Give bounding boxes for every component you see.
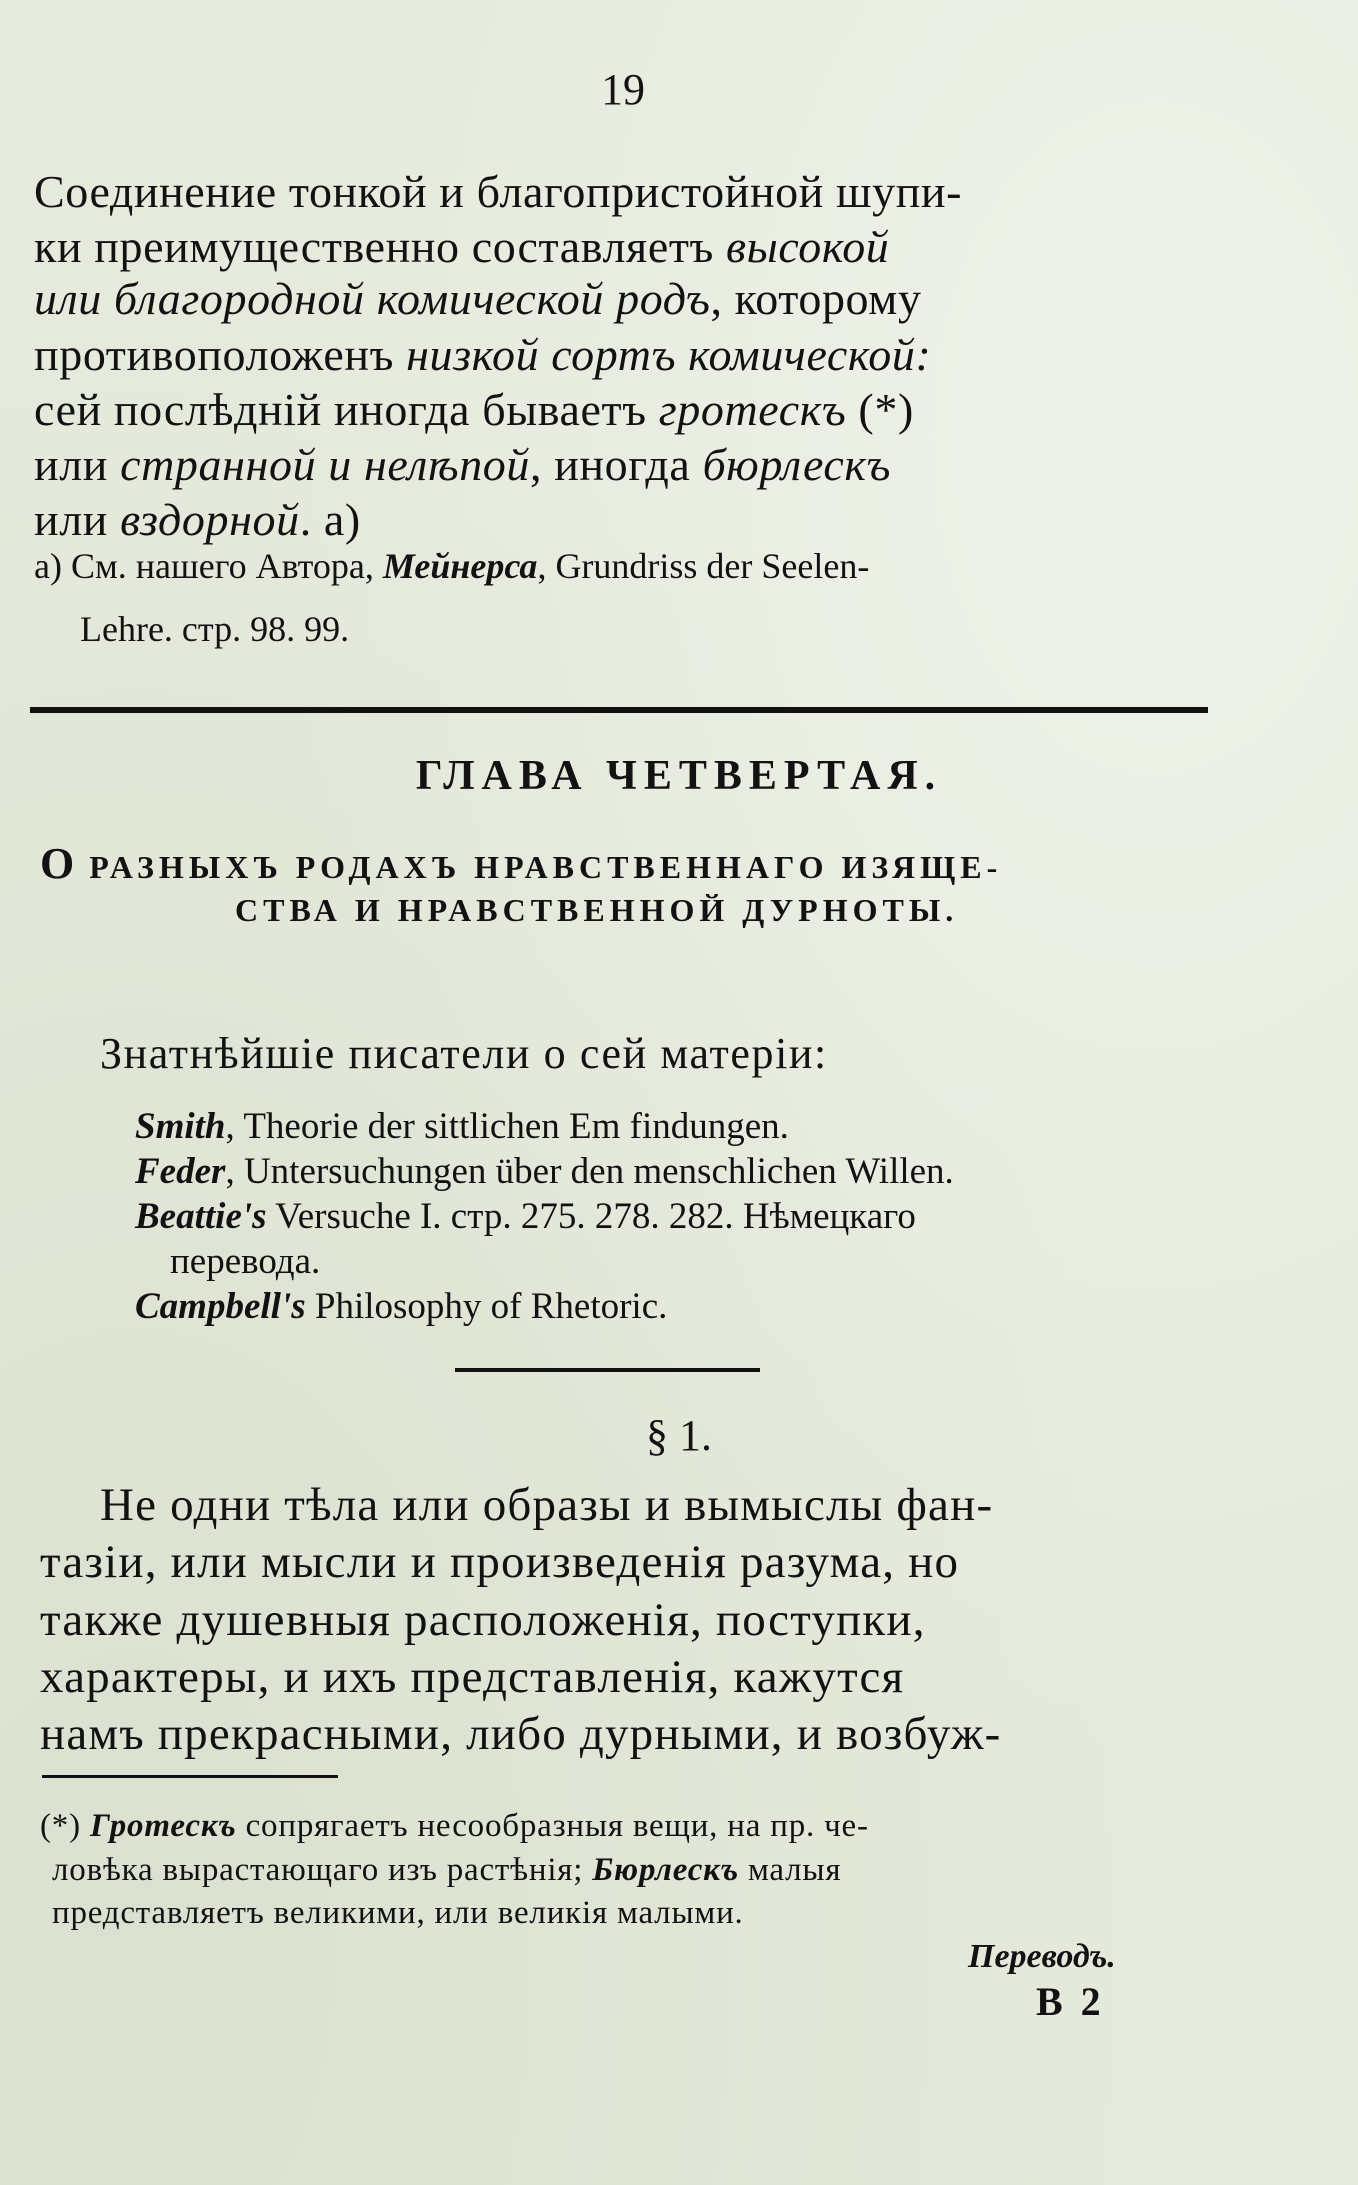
literature-item (135, 1285, 667, 1328)
literature-author: Smith (135, 1106, 226, 1147)
top-paragraph-line (34, 493, 361, 546)
literature-item (170, 1240, 320, 1283)
text-segment: Соединение тонкой и благопристойной шупи- (34, 166, 963, 217)
footnote-line-2 (52, 1852, 841, 1889)
text-segment: или (34, 494, 121, 545)
page-number: 19 (601, 65, 645, 114)
literature-item (135, 1195, 916, 1238)
literature-title: Versuche I. стр. 275. 278. 282. Нѣмецкаго (266, 1196, 916, 1237)
top-paragraph-line (34, 272, 922, 325)
literature-title: , Theorie der sittlichen Em findungen. (225, 1106, 789, 1147)
text-segment: бюрлескъ (702, 439, 892, 490)
footnote-marker: (*) (40, 1808, 90, 1844)
main-paragraph-line: Не одни тѣла или образы и вымыслы фан- (100, 1479, 994, 1531)
section-sign: § 1. (646, 1411, 712, 1460)
footnote-term-burlesk: Бюрлескъ (592, 1852, 739, 1888)
top-paragraph-line (34, 438, 891, 491)
top-paragraph-line (34, 220, 889, 273)
note-a-line-2: Lehre. стр. 98. 99. (80, 609, 350, 649)
literature-heading: Знатнѣйшіе писатели о сей матеріи: (100, 1029, 828, 1078)
section-rule (455, 1368, 760, 1372)
note-a-post: , Grundriss der Seelen- (537, 546, 870, 586)
text-segment: высокой (726, 221, 890, 272)
chapter-subtitle-line-2: СТВА И НРАВСТВЕННОЙ ДУРНОТЫ. (235, 892, 959, 928)
text-segment: противоположенъ (34, 329, 407, 380)
text-segment: вздорной (120, 494, 300, 545)
literature-title: , Untersuchungen über den menschlichen Willen. (225, 1151, 954, 1192)
literature-author: Beattie's (135, 1196, 267, 1237)
literature-title: перевода. (170, 1241, 321, 1282)
footnote-line-1-text: сопрягаетъ несообразныя вещи, на пр. че- (236, 1808, 869, 1844)
note-a-author: Мейнерса (382, 546, 538, 586)
text-segment: ки преимущественно составляетъ (34, 221, 727, 272)
text-segment: , которому (710, 273, 922, 324)
top-paragraph-line (34, 328, 931, 381)
text-segment: низкой сортъ комической: (406, 329, 932, 380)
footnote-rule (42, 1775, 338, 1778)
footnote-line-2-pre: ловѣка вырастающаго изъ растѣнія; (52, 1852, 593, 1888)
text-segment: или благородной комической родъ (34, 273, 711, 324)
footnote-line-2-post: малыя (738, 1852, 842, 1888)
main-paragraph-line: характеры, и ихъ представленія, кажутся (40, 1651, 905, 1703)
footnote-line-3: представляетъ великими, или великія малыми. (52, 1895, 744, 1931)
text-segment: странной и нелѣпой (120, 439, 531, 490)
subtitle-rest: РАЗНЫХЪ РОДАХЪ НРАВСТВЕННАГО ИЗЯЩЕ- (76, 849, 1003, 885)
literature-author: Campbell's (135, 1286, 306, 1327)
literature-item (135, 1150, 954, 1193)
main-paragraph-line: намъ прекрасными, либо дурными, и возбуж- (40, 1708, 1002, 1760)
chapter-divider-rule (30, 707, 1208, 713)
main-paragraph-line: также душевныя расположенія, поступки, (40, 1594, 926, 1646)
note-a-pre: а) См. нашего Автора, (34, 546, 383, 586)
main-paragraph-line: тазіи, или мысли и произведенія разума, но (40, 1536, 960, 1588)
top-paragraph-line (34, 383, 914, 436)
text-segment: или (34, 439, 121, 490)
footnote-line-1 (40, 1808, 869, 1845)
text-segment: (*) (846, 384, 914, 435)
literature-item (135, 1105, 789, 1148)
text-segment: гротескъ (658, 384, 847, 435)
note-a-line-1 (34, 545, 869, 587)
literature-title: Philosophy of Rhetoric. (305, 1286, 668, 1327)
subtitle-initial: О (40, 839, 77, 888)
top-paragraph-line (34, 165, 962, 218)
text-segment: , иногда (530, 439, 703, 490)
signature-mark: В 2 (1036, 1979, 1105, 2024)
chapter-subtitle-line-1 (40, 838, 1002, 889)
chapter-title: ГЛАВА ЧЕТВЕРТАЯ. (415, 753, 943, 799)
footnote-term-grotesk: Гротескъ (89, 1808, 237, 1844)
text-segment: сей послѣдній иногда бываетъ (34, 384, 659, 435)
footnote-signature: Переводъ. (968, 1938, 1116, 1975)
text-segment: . а) (299, 494, 361, 545)
literature-author: Feder (135, 1151, 226, 1192)
